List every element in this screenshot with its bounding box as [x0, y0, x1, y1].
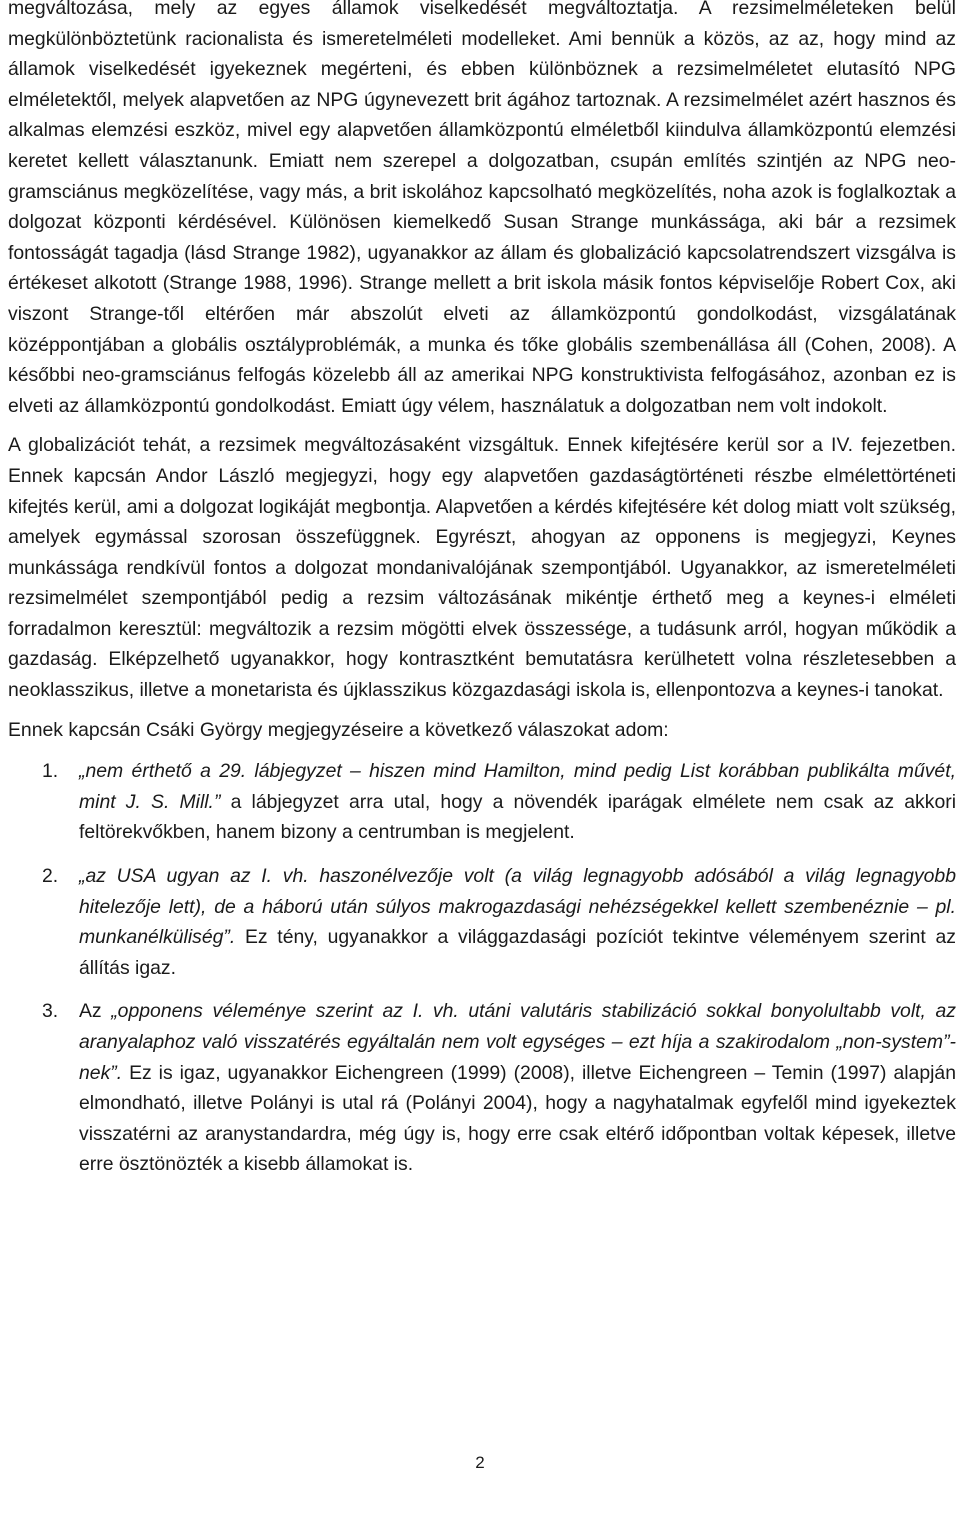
- list-item-text: [79, 756, 956, 848]
- list-item-text: [79, 996, 956, 1180]
- quoted-remark: „opponens véleménye szerint az I. vh. utáni valutáris stabilizáció sokkal bonyolultabb volt, az aranyalaphoz való visszatérés egyáltalán nem volt egységes – ezt híja a szakirodalom „non-system”-nek”.: [79, 1000, 956, 1084]
- list-intro-paragraph: Ennek kapcsán Csáki György megjegyzéseire a következő válaszokat adom:: [8, 718, 669, 741]
- list-item: [8, 756, 956, 848]
- list-item-number: 2.: [42, 865, 59, 888]
- quoted-remark: „az USA ugyan az I. vh. haszonélvezője volt (a világ legnagyobb adósából a világ legnagyobb hitelezője lett), de a háború után súlyos makrogazdasági nehézségekkel kellett szembenéznie – pl. munkanélküliség”.: [79, 865, 956, 949]
- list-item: [8, 996, 956, 1180]
- quoted-remark: „nem érthető a 29. lábjegyzet – hiszen mind Hamilton, mind pedig List korábban publikálta művét, mint J. S. Mill.”: [79, 760, 956, 813]
- list-item-number: 3.: [42, 1000, 59, 1023]
- body-paragraph: megváltozása, mely az egyes államok viselkedését megváltoztatja. A rezsimelméleteken belül megkülönböztetünk racionalista és ismeretelméleti modelleket. Ami bennük a közös, az az, hogy mind az államok viselkedését igyekeznek megérteni, és ebben különböznek a rezsimelméletet elutasító NPG elméletektől, melyek alapvetően az NPG úgynevezett brit ágához tartoznak. A rezsimelmélet azért hasznos és alkalmas elemzési eszköz, mivel egy alapvetően államközpontú elméletből kiindulva államközpontú elemzési keretet kellett választanunk. Emiatt nem szerepel a dolgozatban, csupán említés szintjén az NPG neo-gramsciánus megközelítése, vagy más, a brit iskolához kapcsolható megközelítés, noha azok is foglalkoztak a dolgozat központi kérdésével. Különösen kiemelkedő Susan Strange munkássága, aki bár a rezsimek fontosságát tagadja (lásd Strange 1982), ugyanakkor az állam és globalizáció kapcsolatrendszert vizsgálva is értékeset alkotott (Strange 1988, 1996). Strange mellett a brit iskola másik fontos képviselője Robert Cox, aki viszont Strange-től eltérően már abszolút elveti az államközpontú gondolkodást, vizsgálatának középpontjában a globális osztályproblémák, a munka és tőke globális szembenállása áll (Cohen, 2008). A későbbi neo-gramsciánus felfogás közelebb áll az amerikai NPG konstruktivista felfogásához, azonban ez is elveti az államközpontú gondolkodást. Emiatt úgy vélem, használatuk a dolgozatban nem volt indokolt.: [8, 0, 956, 417]
- page-number: 2: [475, 1453, 485, 1472]
- list-item-prefix: Az: [79, 1000, 112, 1023]
- response-text: a lábjegyzet arra utal, hogy a növendék iparágak elmélete nem csak az akkori feltörekvőkben, hanem bizony a centrumban is megjelent.: [79, 790, 957, 844]
- document-page: [8, 0, 956, 1193]
- list-item-text: [79, 861, 956, 983]
- response-list: [8, 756, 956, 1180]
- response-text: Ez is igaz, ugyanakkor Eichengreen (1999) (2008), illetve Eichengreen – Temin (1997) alapján elmondható, illetve Polányi is utal rá (Polányi 2004), hogy a nagyhatalmak egyfelől mind igyekeztek visszatérni az aranystandardra, még úgy is, hogy erre csak eltérő időpontban voltak képesek, illetve erre ösztönözték a kisebb államokat is.: [79, 1061, 956, 1176]
- body-paragraph: A globalizációt tehát, a rezsimek megváltozásaként vizsgáltuk. Ennek kifejtésére kerül sor a IV. fejezetben. Ennek kapcsán Andor László megjegyzi, hogy egy alapvetően gazdaságtörténeti részbe elmélettörténeti kifejtés kerül, ami a dolgozat logikáját megbontja. Alapvetően a kérdés kifejtésére két dolog miatt volt szükség, amelyek egymással szorosan összefüggnek. Egyrészt, ahogyan az opponens is megjegyzi, Keynes munkássága rendkívül fontos a dolgozat mondanivalójának szempontjából. Ugyanakkor, az ismeretelméleti rezsimelmélet szempontjából pedig a rezsim változásának mikéntje érthető meg a keynes-i elméleti forradalmon keresztül: megváltozik a rezsim mögötti elvek összessége, a tudásunk arról, hogyan működik a gazdaság. Elképzelhető ugyanakkor, hogy kontrasztként bemutatásra kerülhetett volna részletesebben a neoklasszikus, illetve a monetarista és újklasszikus közgazdasági iskola is, ellenpontozva a keynes-i tanokat.: [8, 434, 956, 702]
- response-text: Ez tény, ugyanakkor a világgazdasági pozíciót tekintve véleményem szerint az állítás igaz.: [79, 926, 956, 979]
- list-item-number: 1.: [42, 760, 59, 783]
- list-item: [8, 861, 956, 983]
